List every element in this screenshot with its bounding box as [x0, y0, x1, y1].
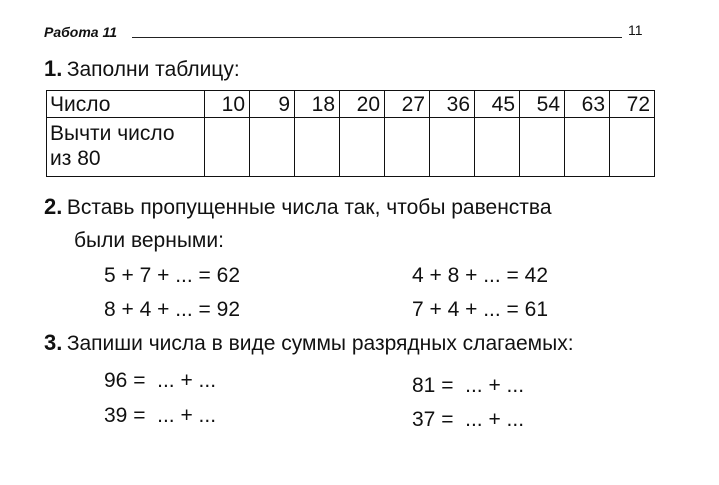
answer-cell[interactable]: [340, 118, 385, 177]
table-cell-number: 18: [295, 91, 340, 118]
equation: 8 + 4 + ... = 92: [104, 298, 241, 321]
task2-heading: [44, 194, 552, 220]
answer-cell[interactable]: [205, 118, 250, 177]
task1-instruction: Заполни таблицу:: [66, 58, 240, 81]
place-value-item: 81 = ... + ...: [412, 374, 525, 397]
answer-cell[interactable]: [385, 118, 430, 177]
table-cell-number: 45: [475, 91, 520, 118]
answer-cell[interactable]: [250, 118, 295, 177]
place-value-item: 96 = ... + ...: [104, 369, 217, 392]
equation: 5 + 7 + ... = 62: [104, 264, 241, 287]
page-number: 11: [628, 22, 643, 38]
header-rule: [132, 37, 622, 38]
worksheet-title: Работа 11: [44, 24, 118, 40]
task3-number: 3.: [44, 330, 63, 355]
task3-heading: [44, 330, 574, 356]
table-row-numbers: [47, 91, 655, 118]
table-row-answers: [47, 118, 655, 177]
row-label-subtract: [47, 118, 205, 177]
answer-cell[interactable]: [475, 118, 520, 177]
task3-instruction: Запиши числа в виде суммы разрядных слагаемых:: [66, 332, 574, 355]
row-label-subtract-line2: из 80: [50, 147, 101, 171]
task2-instruction-line2: были верными:: [74, 229, 224, 252]
place-value-item: 37 = ... + ...: [412, 408, 525, 431]
answer-cell[interactable]: [520, 118, 565, 177]
task1-table: [46, 90, 655, 177]
table-cell-number: 63: [565, 91, 610, 118]
equation: 7 + 4 + ... = 61: [412, 298, 549, 321]
answer-cell[interactable]: [430, 118, 475, 177]
table-cell-number: 9: [250, 91, 295, 118]
place-value-item: 39 = ... + ...: [104, 404, 217, 427]
task1-number: 1.: [44, 56, 63, 81]
task1-heading: [44, 56, 240, 82]
answer-cell[interactable]: [565, 118, 610, 177]
task2-number: 2.: [44, 194, 63, 219]
table-cell-number: 54: [520, 91, 565, 118]
table-cell-number: 36: [430, 91, 475, 118]
table-cell-number: 20: [340, 91, 385, 118]
answer-cell[interactable]: [295, 118, 340, 177]
table-cell-number: 27: [385, 91, 430, 118]
row-label-number: Число: [47, 91, 205, 118]
row-label-subtract-line1: Вычти число: [50, 122, 175, 145]
answer-cell[interactable]: [610, 118, 655, 177]
table-cell-number: 72: [610, 91, 655, 118]
task2-instruction-line1: Вставь пропущенные числа так, чтобы равенства: [66, 196, 552, 219]
table-cell-number: 10: [205, 91, 250, 118]
equation: 4 + 8 + ... = 42: [412, 264, 549, 287]
